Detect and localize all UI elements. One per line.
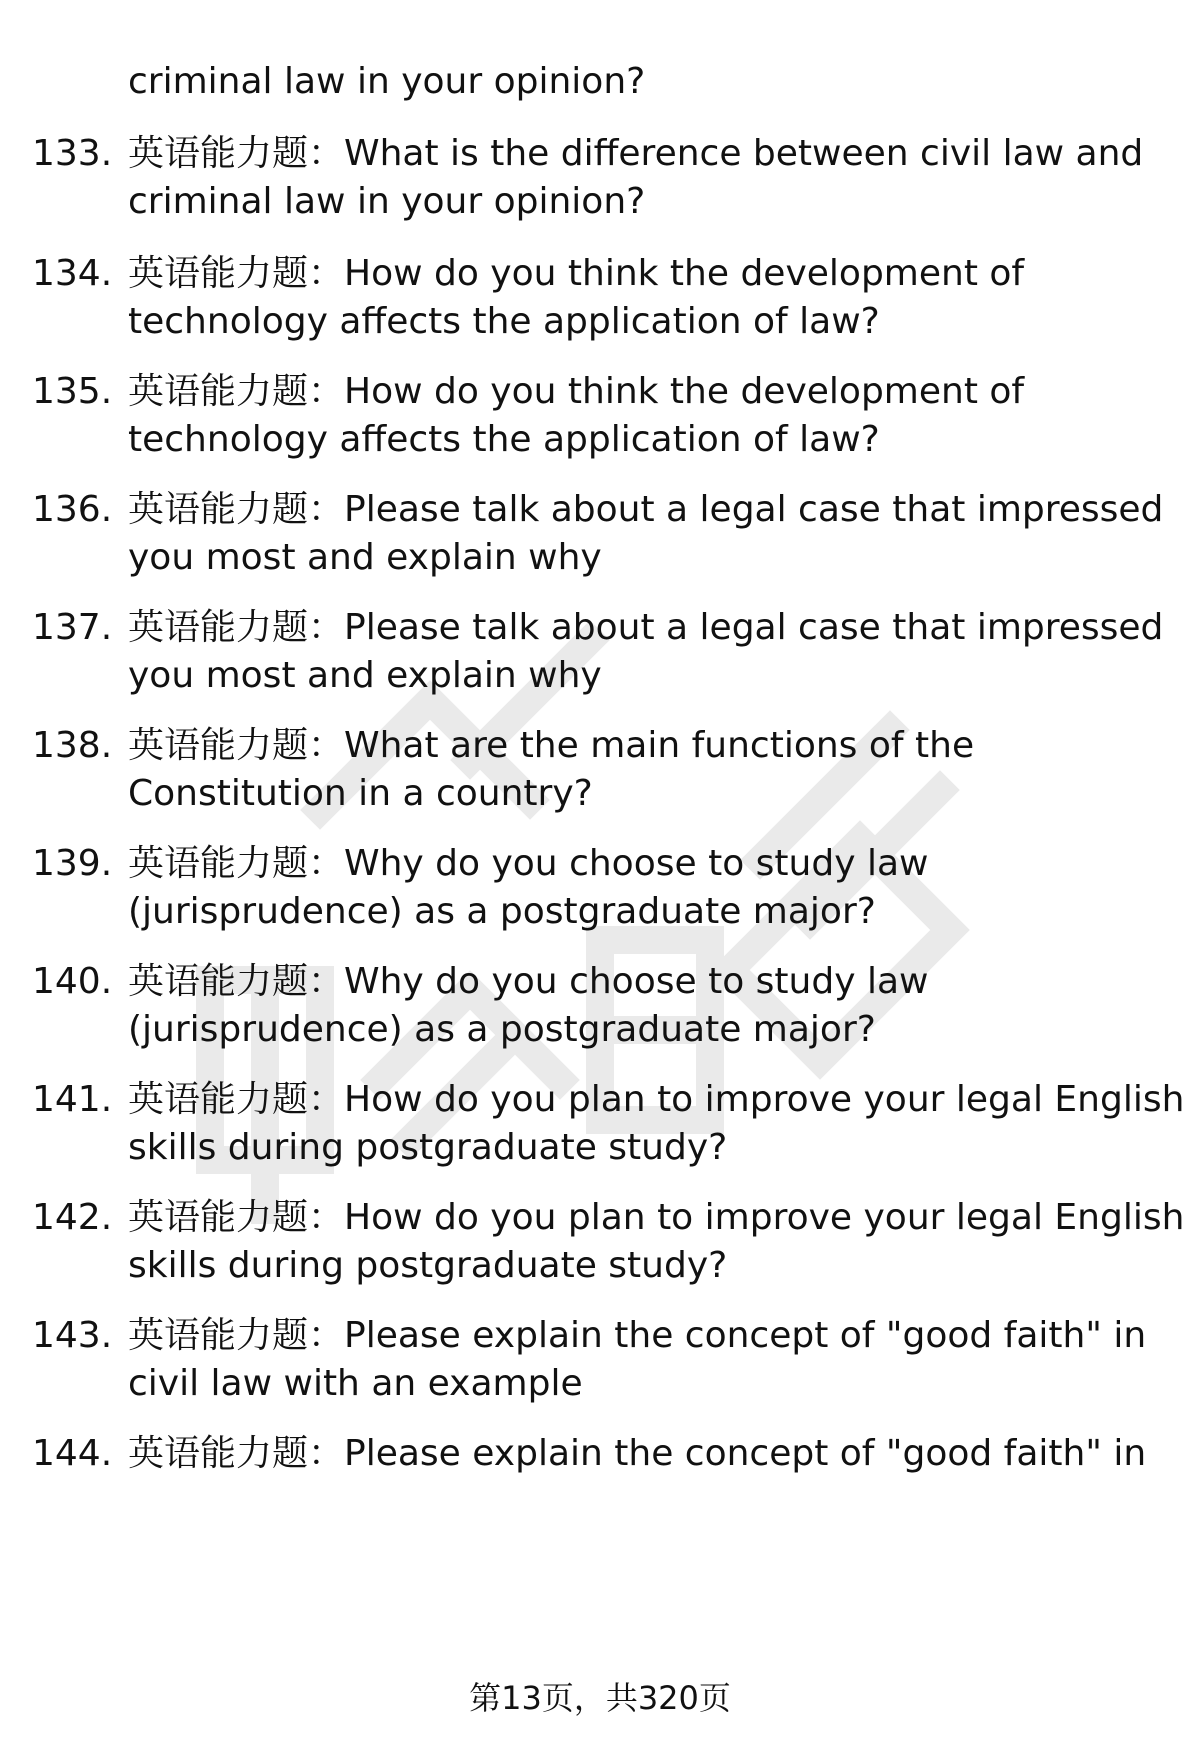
question-text [128,486,1178,582]
question-line-1: 英语能力题：How do you think the development of [128,371,1025,412]
question-number: 142. [32,1197,113,1238]
question-number: 133. [32,133,113,174]
question-line-1: 英语能力题：Please talk about a legal case that impressed [128,489,1164,530]
page-footer: 第13页，共320页 [469,1679,731,1717]
question-line-1: 英语能力题：What is the difference between civil law and [128,133,1144,174]
question-line-1: 英语能力题：Please explain the concept of "good faith" in [128,1433,1147,1474]
question-line-2: technology affects the application of law? [128,419,880,460]
question-number: 138. [32,725,113,766]
question-line-2: (jurisprudence) as a postgraduate major? [128,891,876,932]
question-number: 135. [32,371,113,412]
question-number: 137. [32,607,113,648]
question-line-1: 英语能力题：What are the main functions of the [128,725,975,766]
question-number: 143. [32,1315,113,1356]
question-line-2: (jurisprudence) as a postgraduate major? [128,1009,876,1050]
question-line-2: you most and explain why [128,655,602,696]
question-line-2: skills during postgraduate study? [128,1127,728,1168]
question-line-2: technology affects the application of law? [128,301,880,342]
question-text [128,840,1178,936]
question-text [128,1430,1178,1478]
question-line-1: 英语能力题：How do you plan to improve your legal English [128,1197,1185,1238]
question-line-2: criminal law in your opinion? [128,181,646,222]
question-line-1: 英语能力题：How do you think the development of [128,253,1025,294]
question-line-1: 英语能力题：Why do you choose to study law [128,843,929,884]
question-text [128,1312,1178,1408]
question-text [128,722,1178,818]
question-line-2: Constitution in a country? [128,773,593,814]
question-line-2: you most and explain why [128,537,602,578]
question-line-1: 英语能力题：Why do you choose to study law [128,961,929,1002]
question-text [128,1076,1185,1172]
question-number: 139. [32,843,113,884]
question-text [128,368,1178,464]
question-line-2: civil law with an example [128,1363,583,1404]
question-text [128,130,1178,226]
question-number: 141. [32,1079,113,1120]
question-number: 140. [32,961,113,1002]
question-number: 134. [32,253,113,294]
question-line-2: skills during postgraduate study? [128,1245,728,1286]
question-text [128,1194,1185,1290]
continued-question-text: criminal law in your opinion? [128,61,646,102]
question-number: 136. [32,489,113,530]
question-line-1: 英语能力题：How do you plan to improve your legal English [128,1079,1185,1120]
question-line-1: 英语能力题：Please explain the concept of "good faith" in [128,1315,1147,1356]
question-text [128,250,1178,346]
question-number: 144. [32,1433,113,1474]
question-text [128,958,1178,1054]
question-text [128,604,1178,700]
question-line-1: 英语能力题：Please talk about a legal case that impressed [128,607,1164,648]
